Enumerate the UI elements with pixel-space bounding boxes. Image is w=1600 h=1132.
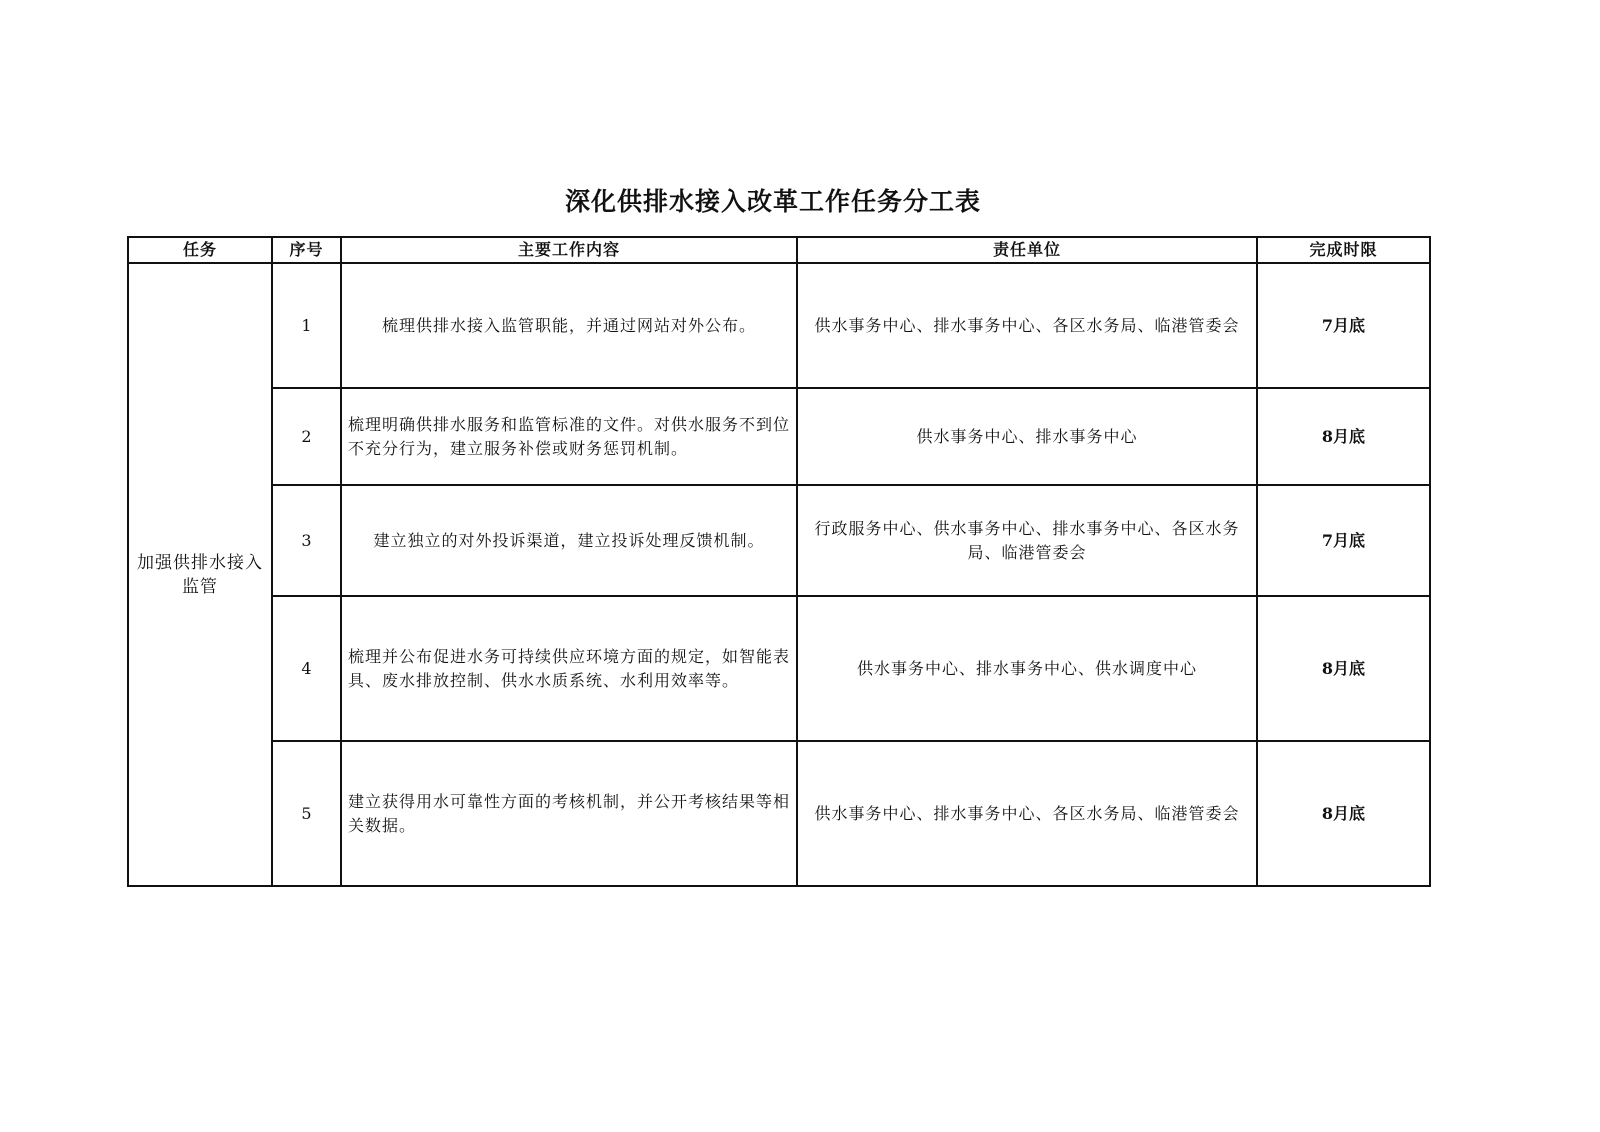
header-unit: 责任单位 [797, 237, 1257, 263]
content-cell: 建立获得用水可靠性方面的考核机制，并公开考核结果等相关数据。 [341, 741, 797, 886]
deadline-cell: 7月底 [1257, 485, 1430, 596]
table-row [128, 741, 1430, 886]
table-row [128, 263, 1430, 388]
unit-cell: 供水事务中心、排水事务中心、各区水务局、临港管委会 [797, 263, 1257, 388]
content-cell: 梳理供排水接入监管职能，并通过网站对外公布。 [341, 263, 797, 388]
header-row [128, 237, 1430, 263]
task-division-table [127, 236, 1431, 887]
task-group-cell: 加强供排水接入监管 [128, 263, 272, 886]
seq-cell: 1 [272, 263, 341, 388]
deadline-cell: 8月底 [1257, 741, 1430, 886]
table-body [128, 263, 1430, 886]
table-row [128, 596, 1430, 741]
table-row [128, 485, 1430, 596]
header-deadline: 完成时限 [1257, 237, 1430, 263]
table-row [128, 388, 1430, 485]
seq-cell: 2 [272, 388, 341, 485]
deadline-cell: 7月底 [1257, 263, 1430, 388]
content-cell: 梳理并公布促进水务可持续供应环境方面的规定，如智能表具、废水排放控制、供水水质系统、水利用效率等。 [341, 596, 797, 741]
content-cell: 建立独立的对外投诉渠道，建立投诉处理反馈机制。 [341, 485, 797, 596]
content-cell: 梳理明确供排水服务和监管标准的文件。对供水服务不到位不充分行为，建立服务补偿或财务惩罚机制。 [341, 388, 797, 485]
header-task: 任务 [128, 237, 272, 263]
unit-cell: 供水事务中心、排水事务中心、供水调度中心 [797, 596, 1257, 741]
page-title: 深化供排水接入改革工作任务分工表 [564, 187, 981, 216]
unit-cell: 供水事务中心、排水事务中心、各区水务局、临港管委会 [797, 741, 1257, 886]
seq-cell: 5 [272, 741, 341, 886]
unit-cell: 行政服务中心、供水事务中心、排水事务中心、各区水务局、临港管委会 [797, 485, 1257, 596]
seq-cell: 4 [272, 596, 341, 741]
unit-cell: 供水事务中心、排水事务中心 [797, 388, 1257, 485]
header-content: 主要工作内容 [341, 237, 797, 263]
header-seq: 序号 [272, 237, 341, 263]
deadline-cell: 8月底 [1257, 596, 1430, 741]
seq-cell: 3 [272, 485, 341, 596]
table-header [128, 237, 1430, 263]
deadline-cell: 8月底 [1257, 388, 1430, 485]
